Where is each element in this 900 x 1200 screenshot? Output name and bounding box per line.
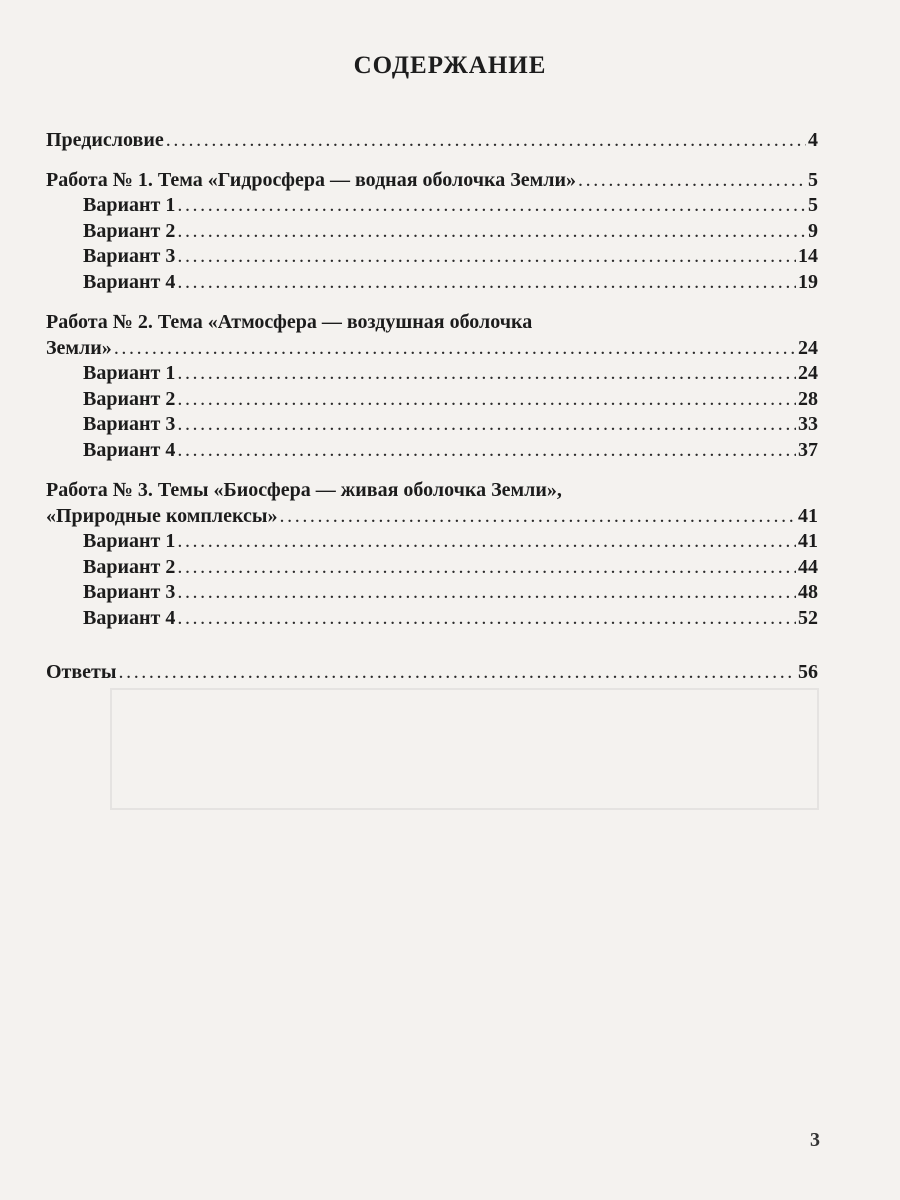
toc-entry-work-1-variant-3[interactable] [46,244,818,270]
toc-entry-label: Вариант 3 [83,245,176,267]
leader-dots [578,168,806,194]
toc-heading-work-2[interactable]: Работа № 2. Тема «Атмосфера — воздушная оболочка [46,311,533,333]
toc-entry-label: Вариант 2 [83,219,176,242]
toc-entry-page: 5 [808,168,818,191]
toc-entry-label: Вариант 1 [83,194,176,216]
toc-entry-page: 19 [798,270,818,293]
leader-dots [177,270,796,296]
toc-entry-work-3[interactable] [46,504,818,530]
leader-dots [177,387,796,413]
leader-dots [177,244,796,270]
toc-entry-label: Вариант 4 [83,606,176,629]
toc-entry-page: 37 [798,438,818,461]
leader-dots [114,336,796,362]
toc-entry-page: 56 [798,661,818,683]
page-number: 3 [810,1129,820,1151]
toc-entry-page: 9 [808,219,818,242]
toc-entry-work-3-variant-1[interactable] [46,529,818,555]
toc-entry-label: Вариант 3 [83,581,176,603]
leader-dots [177,193,806,219]
toc-entry-page: 52 [798,606,818,629]
toc-entry-page: 41 [798,530,818,552]
toc-entry-work-1-variant-2[interactable] [46,219,818,245]
toc-entry-label: Вариант 2 [83,387,176,410]
toc-entry-work-1-variant-4[interactable] [46,270,818,296]
leader-dots [177,438,796,464]
leader-dots [119,660,797,686]
bleed-through-frame [110,688,819,810]
toc-entry-label: Вариант 4 [83,438,176,461]
toc-entry-label: Ответы [46,661,117,683]
toc-entry-work-2-variant-3[interactable] [46,412,818,438]
toc-entry-label: Предисловие [46,129,164,151]
leader-dots [177,361,796,387]
toc-entry-work-1[interactable] [46,168,818,194]
page-title: СОДЕРЖАНИЕ [353,52,547,79]
toc-entry-work-1-variant-1[interactable] [46,193,818,219]
table-of-contents [46,128,818,686]
toc-entry-label: Вариант 3 [83,413,176,435]
toc-entry-label: «Природные комплексы» [46,504,278,527]
toc-entry-label: Земли» [46,336,112,359]
toc-entry-answers[interactable] [46,660,818,686]
toc-entry-label: Вариант 4 [83,270,176,293]
toc-entry-page: 48 [798,581,818,603]
leader-dots [177,580,796,606]
leader-dots [280,504,796,530]
toc-entry-work-3-variant-3[interactable] [46,580,818,606]
toc-entry-label: Вариант 1 [83,362,176,384]
toc-entry-page: 28 [798,387,818,410]
toc-entry-page: 14 [798,245,818,267]
toc-entry-page: 4 [808,129,818,151]
toc-entry-work-2-variant-4[interactable] [46,438,818,464]
leader-dots [166,128,806,154]
toc-entry-label: Вариант 2 [83,555,176,578]
toc-entry-page: 5 [808,194,818,216]
toc-entry-label: Работа № 1. Тема «Гидросфера — водная оболочка Земли» [46,168,576,191]
toc-entry-page: 41 [798,504,818,527]
leader-dots [177,412,796,438]
toc-entry-work-2-variant-1[interactable] [46,361,818,387]
toc-heading-work-3[interactable]: Работа № 3. Темы «Биосфера — живая оболочка Земли», [46,479,562,501]
leader-dots [177,606,796,632]
toc-entry-work-2-variant-2[interactable] [46,387,818,413]
toc-entry-work-3-variant-2[interactable] [46,555,818,581]
toc-entry-preface[interactable] [46,128,818,154]
toc-entry-page: 24 [798,362,818,384]
leader-dots [177,219,806,245]
toc-entry-work-3-variant-4[interactable] [46,606,818,632]
toc-entry-page: 44 [798,555,818,578]
leader-dots [177,555,796,581]
toc-entry-page: 24 [798,336,818,359]
toc-entry-work-2[interactable] [46,336,818,362]
toc-entry-page: 33 [798,413,818,435]
leader-dots [177,529,796,555]
toc-entry-label: Вариант 1 [83,530,176,552]
